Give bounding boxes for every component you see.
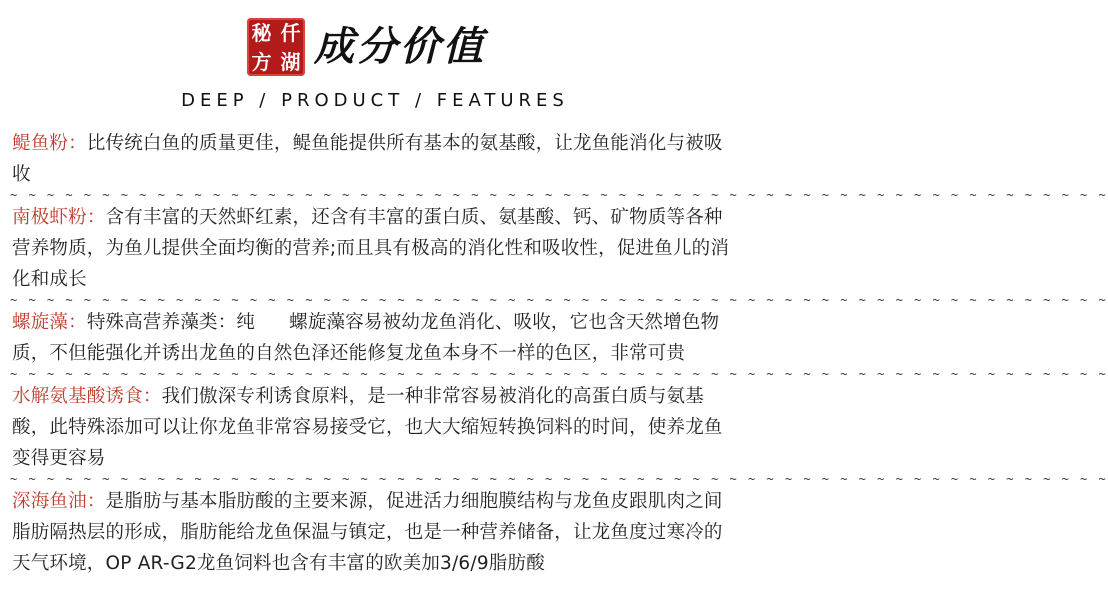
feature-label: 鳀鱼粉: [12, 133, 69, 154]
feature-label: 水解氨基酸诱食: [12, 386, 143, 407]
feature-item: [12, 486, 740, 579]
feature-text: 特殊高营养藻类：纯: [86, 312, 256, 333]
wave-divider: ~ ~ ~ ~ ~ ~ ~ ~ ~ ~ ~ ~ ~ ~ ~ ~ ~ ~ ~ ~ ~ ~ ~ ~ ~ ~ ~ ~ ~ ~ ~ ~ ~ ~ ~ ~ ~ ~ ~ ~ ~ ~ ~ ~ ~ ~ ~ ~ ~ ~ ~ ~ ~ ~ ~ ~ ~ ~ ~ ~: [10, 472, 1108, 486]
wave-divider: ~ ~ ~ ~ ~ ~ ~ ~ ~ ~ ~ ~ ~ ~ ~ ~ ~ ~ ~ ~ ~ ~ ~ ~ ~ ~ ~ ~ ~ ~ ~ ~ ~ ~ ~ ~ ~ ~ ~ ~ ~ ~ ~ ~ ~ ~ ~ ~ ~ ~ ~ ~ ~ ~ ~ ~ ~ ~ ~ ~: [10, 188, 1108, 202]
page-title: 成分价值: [314, 24, 486, 70]
feature-text: 比传统白鱼的质量更佳，鳀鱼能提供所有基本的氨基酸，让龙鱼能消化与被吸收: [12, 133, 723, 185]
feature-label: 南极虾粉: [12, 207, 87, 228]
brand-seal-logo: [247, 18, 305, 76]
features-list: [10, 128, 1108, 579]
feature-label-colon: ：: [142, 386, 162, 407]
feature-text: 含有丰富的天然虾红素，还含有丰富的蛋白质、氨基酸、钙、矿物质等各种营养物质，为鱼儿提供全面均衡的营养;而且具有极高的消化性和吸收性，促进鱼儿的消化和成长: [12, 207, 730, 290]
feature-label: 深海鱼油: [12, 491, 87, 512]
feature-item: [12, 381, 740, 474]
seal-char: 仟: [280, 20, 301, 45]
feature-text: 是脂肪与基本脂肪酸的主要来源，促进活力细胞膜结构与龙鱼皮跟肌肉之间脂肪隔热层的形成，脂肪能给龙鱼保温与镇定，也是一种营养储备，让龙鱼度过寒冷的天气环境，OP AR-G2龙鱼饲料也含有丰富的欧美加3/6/9脂肪酸: [12, 491, 723, 574]
feature-text: 螺旋藻容易被幼龙鱼消化、吸收，它也含天然增色物质，不但能强化并诱出龙鱼的自然色泽还能修复龙鱼本身不一样的色区，非常可贵: [12, 312, 720, 364]
feature-item: [12, 128, 740, 190]
seal-char: 方: [251, 49, 272, 74]
feature-text: 我们傲深专利诱食原料，是一种非常容易被消化的高蛋白质与氨基酸，此特殊添加可以让你龙鱼非常容易接受它，也大大缩短转换饲料的时间，使养龙鱼变得更容易: [12, 386, 723, 469]
seal-char: 秘: [251, 20, 272, 45]
wave-divider: ~ ~ ~ ~ ~ ~ ~ ~ ~ ~ ~ ~ ~ ~ ~ ~ ~ ~ ~ ~ ~ ~ ~ ~ ~ ~ ~ ~ ~ ~ ~ ~ ~ ~ ~ ~ ~ ~ ~ ~ ~ ~ ~ ~ ~ ~ ~ ~ ~ ~ ~ ~ ~ ~ ~ ~ ~ ~ ~ ~: [10, 293, 1108, 307]
feature-label-colon: ：: [68, 133, 87, 154]
feature-label: 螺旋藻: [12, 312, 69, 333]
feature-label-colon: ：: [68, 312, 87, 333]
wave-divider: ~ ~ ~ ~ ~ ~ ~ ~ ~ ~ ~ ~ ~ ~ ~ ~ ~ ~ ~ ~ ~ ~ ~ ~ ~ ~ ~ ~ ~ ~ ~ ~ ~ ~ ~ ~ ~ ~ ~ ~ ~ ~ ~ ~ ~ ~ ~ ~ ~ ~ ~ ~ ~ ~ ~ ~ ~ ~ ~ ~: [10, 367, 1108, 381]
feature-item: [12, 202, 740, 295]
feature-label-colon: ：: [86, 207, 106, 228]
seal-char: 湖: [280, 49, 301, 74]
page-subtitle: DEEP / PRODUCT / FEATURES: [181, 90, 569, 111]
feature-label-colon: ：: [86, 491, 106, 512]
header: [0, 18, 750, 80]
feature-item: [12, 307, 740, 369]
